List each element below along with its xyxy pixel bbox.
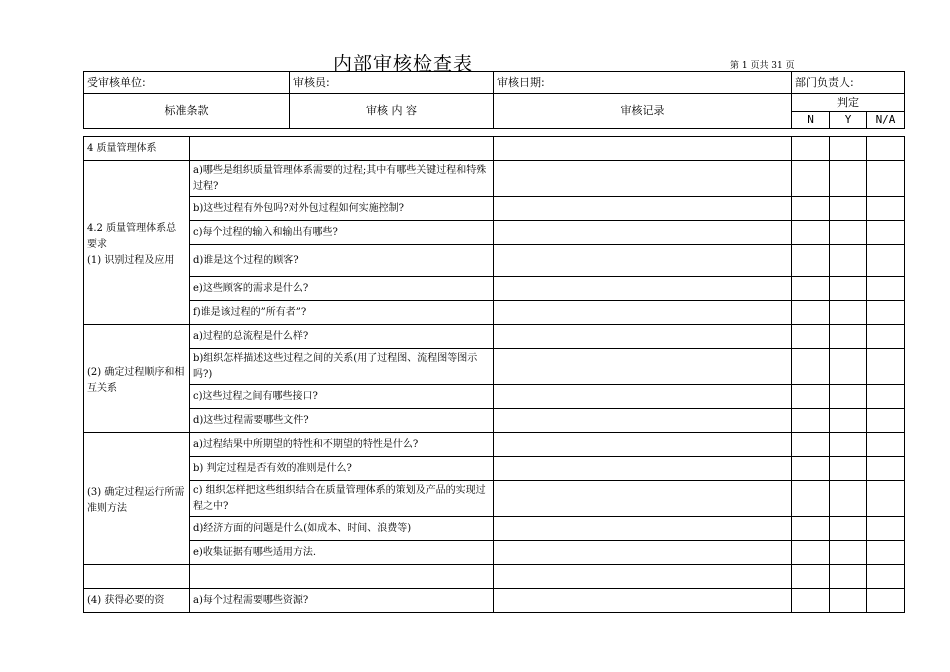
table-row	[84, 221, 905, 245]
record-cell[interactable]	[494, 197, 792, 221]
judge-na-cell[interactable]	[867, 137, 905, 161]
judge-na-cell[interactable]	[867, 325, 905, 349]
column-record-header: 审核记录	[494, 94, 792, 129]
judge-y-cell[interactable]	[830, 325, 867, 349]
judge-na-cell[interactable]	[867, 221, 905, 245]
judge-n-cell[interactable]	[792, 301, 830, 325]
judge-n-cell[interactable]	[792, 385, 830, 409]
content-cell: b) 判定过程是否有效的准则是什么?	[190, 457, 494, 481]
judge-na-cell[interactable]	[867, 517, 905, 541]
clause-cell	[84, 565, 190, 589]
page-number: 第 1 页共 31 页	[730, 61, 795, 71]
content-cell: c)每个过程的输入和输出有哪些?	[190, 221, 494, 245]
department-manager-label: 部门负责人:	[792, 72, 905, 94]
table-row	[84, 245, 905, 277]
judge-y-cell[interactable]	[830, 221, 867, 245]
content-cell: a)过程结果中所期望的特性和不期望的特性是什么?	[190, 433, 494, 457]
table-row	[84, 325, 905, 349]
judge-y-cell[interactable]	[830, 481, 867, 517]
judge-na-cell[interactable]	[867, 385, 905, 409]
judge-na-cell[interactable]	[867, 161, 905, 197]
record-cell[interactable]	[494, 349, 792, 385]
judge-na-cell[interactable]	[867, 301, 905, 325]
content-cell: e)这些顾客的需求是什么?	[190, 277, 494, 301]
content-cell: d)谁是这个过程的顾客?	[190, 245, 494, 277]
judge-n-header: N	[792, 112, 830, 129]
record-cell[interactable]	[494, 161, 792, 197]
judge-na-cell[interactable]	[867, 349, 905, 385]
content-cell: b)组织怎样描述这些过程之间的关系(用了过程图、流程图等图示吗?)	[190, 349, 494, 385]
judge-y-cell[interactable]	[830, 137, 867, 161]
table-row	[84, 541, 905, 565]
clause-cell: 4.2 质量管理体系总要求 (1) 识别过程及应用	[84, 161, 190, 325]
content-cell: a)每个过程需要哪些资源?	[190, 589, 494, 613]
clause-cell: (2) 确定过程顺序和相互关系	[84, 325, 190, 433]
judge-y-cell[interactable]	[830, 349, 867, 385]
content-cell: c) 组织怎样把这些组织结合在质量管理体系的策划及产品的实现过程之中?	[190, 481, 494, 517]
judge-na-header: N/A	[867, 112, 905, 129]
judge-y-cell[interactable]	[830, 197, 867, 221]
table-row	[84, 349, 905, 385]
judge-na-cell[interactable]	[867, 457, 905, 481]
table-row	[84, 589, 905, 613]
table-row	[84, 301, 905, 325]
judge-y-cell[interactable]	[830, 161, 867, 197]
judge-n-cell[interactable]	[792, 541, 830, 565]
judge-n-cell[interactable]	[792, 197, 830, 221]
judge-na-cell[interactable]	[867, 277, 905, 301]
section-title: 4 质量管理体系	[84, 137, 190, 161]
judge-n-cell[interactable]	[792, 277, 830, 301]
record-cell[interactable]	[494, 589, 792, 613]
judge-y-cell[interactable]	[830, 565, 867, 589]
judge-y-cell[interactable]	[830, 433, 867, 457]
judge-y-cell[interactable]	[830, 589, 867, 613]
record-cell[interactable]	[494, 565, 792, 589]
page-title: 内部审核检查表	[333, 53, 474, 75]
judge-y-cell[interactable]	[830, 457, 867, 481]
judge-n-cell[interactable]	[792, 409, 830, 433]
record-cell[interactable]	[494, 409, 792, 433]
judge-y-cell[interactable]	[830, 245, 867, 277]
record-cell[interactable]	[494, 457, 792, 481]
content-cell: f)谁是该过程的”所有者”?	[190, 301, 494, 325]
record-cell[interactable]	[494, 277, 792, 301]
clause-cell: (3) 确定过程运行所需准则方法	[84, 433, 190, 565]
record-cell[interactable]	[494, 541, 792, 565]
judge-n-cell[interactable]	[792, 517, 830, 541]
content-cell	[190, 137, 494, 161]
judge-y-cell[interactable]	[830, 517, 867, 541]
judge-n-cell[interactable]	[792, 457, 830, 481]
judge-n-cell[interactable]	[792, 325, 830, 349]
judge-y-cell[interactable]	[830, 541, 867, 565]
judge-na-cell[interactable]	[867, 409, 905, 433]
column-judgement-header: 判定	[792, 94, 905, 112]
judge-na-cell[interactable]	[867, 481, 905, 517]
judge-na-cell[interactable]	[867, 197, 905, 221]
record-cell[interactable]	[494, 325, 792, 349]
content-cell: d)经济方面的问题是什么(如成本、时间、浪费等)	[190, 517, 494, 541]
content-cell: e)收集证据有哪些适用方法.	[190, 541, 494, 565]
table-row	[84, 517, 905, 541]
table-row	[84, 197, 905, 221]
judge-na-cell[interactable]	[867, 433, 905, 457]
content-cell: a)哪些是组织质量管理体系需要的过程;其中有哪些关键过程和特殊过程?	[190, 161, 494, 197]
judge-na-cell[interactable]	[867, 541, 905, 565]
table-row	[84, 565, 905, 589]
judge-y-cell[interactable]	[830, 277, 867, 301]
judge-n-cell[interactable]	[792, 245, 830, 277]
judge-na-cell[interactable]	[867, 589, 905, 613]
judge-n-cell[interactable]	[792, 221, 830, 245]
audit-date-label: 审核日期:	[494, 72, 792, 94]
table-row	[84, 481, 905, 517]
record-cell[interactable]	[494, 385, 792, 409]
record-cell[interactable]	[494, 245, 792, 277]
column-clause-header: 标准条款	[84, 94, 290, 129]
judge-n-cell[interactable]	[792, 481, 830, 517]
table-row	[84, 409, 905, 433]
judge-na-cell[interactable]	[867, 245, 905, 277]
header-table	[83, 71, 905, 129]
record-cell[interactable]	[494, 221, 792, 245]
table-row	[84, 385, 905, 409]
checklist-table	[83, 136, 905, 613]
table-row	[84, 137, 905, 161]
auditor-label: 审核员:	[290, 72, 494, 94]
judge-n-cell[interactable]	[792, 433, 830, 457]
content-cell: d)这些过程需要哪些文件?	[190, 409, 494, 433]
content-cell: a)过程的总流程是什么样?	[190, 325, 494, 349]
column-content-header: 审核 内 容	[290, 94, 494, 129]
table-row	[84, 457, 905, 481]
record-cell[interactable]	[494, 433, 792, 457]
judge-n-cell[interactable]	[792, 565, 830, 589]
content-cell: c)这些过程之间有哪些接口?	[190, 385, 494, 409]
content-cell: b)这些过程有外包吗?对外包过程如何实施控制?	[190, 197, 494, 221]
table-row	[84, 161, 905, 197]
record-cell[interactable]	[494, 301, 792, 325]
judge-y-cell[interactable]	[830, 409, 867, 433]
judge-y-header: Y	[830, 112, 867, 129]
record-cell[interactable]	[494, 137, 792, 161]
record-cell[interactable]	[494, 517, 792, 541]
judge-n-cell[interactable]	[792, 589, 830, 613]
audited-unit-label: 受审核单位:	[84, 72, 290, 94]
table-row	[84, 433, 905, 457]
judge-n-cell[interactable]	[792, 349, 830, 385]
judge-y-cell[interactable]	[830, 301, 867, 325]
record-cell[interactable]	[494, 481, 792, 517]
judge-y-cell[interactable]	[830, 385, 867, 409]
judge-n-cell[interactable]	[792, 137, 830, 161]
table-row	[84, 277, 905, 301]
judge-n-cell[interactable]	[792, 161, 830, 197]
clause-cell: (4) 获得必要的资	[84, 589, 190, 613]
content-cell	[190, 565, 494, 589]
judge-na-cell[interactable]	[867, 565, 905, 589]
